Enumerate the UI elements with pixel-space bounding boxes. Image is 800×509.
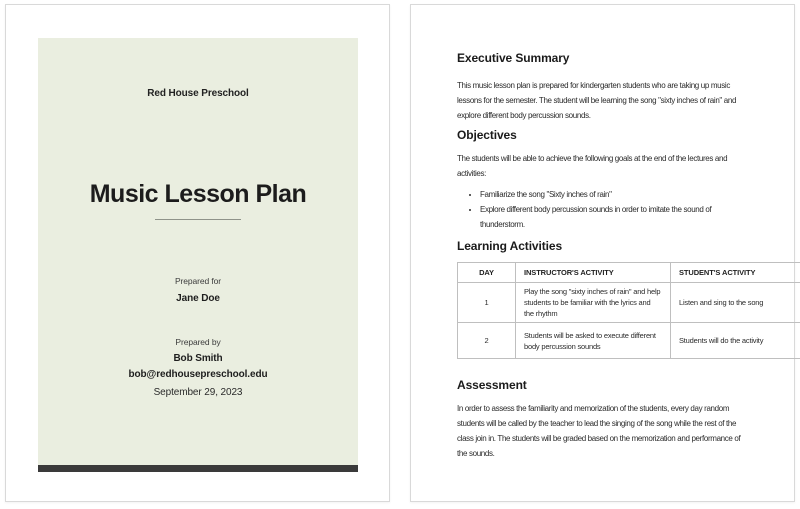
table-header-day: DAY bbox=[458, 263, 516, 283]
table-row bbox=[458, 323, 800, 359]
section-heading-objectives: Objectives bbox=[457, 128, 517, 142]
table-cell-student-activity: Listen and sing to the song bbox=[671, 283, 800, 323]
objective-item: • Explore different body percussion sounds in order to imitate the sound of thunderstorm. bbox=[480, 202, 748, 232]
cover-accent-bar bbox=[38, 465, 358, 472]
assessment-text: In order to assess the familiarity and memorization of the students, every day random students will be called by the teacher to lead the singing of the song while the rest of the class join in. The students will be graded based on the memorization and performance of the sounds. bbox=[457, 404, 741, 458]
objectives-list bbox=[457, 187, 748, 232]
table-cell-student-activity: Students will do the activity bbox=[671, 323, 800, 359]
prepared-for-name: Jane Doe bbox=[176, 293, 220, 304]
title-divider bbox=[155, 219, 241, 220]
table-cell-day: 1 bbox=[458, 283, 516, 323]
table-cell-instructor-activity: Play the song "sixty inches of rain" and help students to be familiar with the lyrics and the rhythm bbox=[516, 283, 671, 323]
section-heading-executive-summary: Executive Summary bbox=[457, 51, 570, 65]
cover-background bbox=[38, 38, 358, 465]
cover-page bbox=[5, 4, 390, 502]
cover-date: September 29, 2023 bbox=[153, 387, 243, 398]
table-header-instructor-activity: INSTRUCTOR'S ACTIVITY bbox=[516, 263, 671, 283]
document-title: Music Lesson Plan bbox=[89, 180, 307, 208]
table-header-row bbox=[458, 263, 800, 283]
objective-item: • Familiarize the song "Sixty inches of rain" bbox=[480, 187, 748, 202]
school-name: Red House Preschool bbox=[147, 88, 249, 99]
prepared-for-label: Prepared for bbox=[174, 276, 222, 286]
executive-summary-text: This music lesson plan is prepared for kindergarten students who are taking up music lessons for the semester. The student will be learning the song "sixty inches of rain" and explore different body percussion sounds. bbox=[457, 81, 737, 120]
table-header-student-activity: STUDENT'S ACTIVITY bbox=[671, 263, 800, 283]
content-page bbox=[410, 4, 795, 502]
section-heading-learning-activities: Learning Activities bbox=[457, 239, 563, 253]
learning-activities-table bbox=[457, 262, 800, 359]
section-heading-assessment: Assessment bbox=[457, 378, 527, 392]
prepared-by-name: Bob Smith bbox=[173, 353, 223, 364]
objectives-intro-text: The students will be able to achieve the following goals at the end of the lectures and activities: bbox=[457, 154, 728, 178]
table-cell-instructor-activity: Students will be asked to execute different body percussion sounds bbox=[516, 323, 671, 359]
table-cell-day: 2 bbox=[458, 323, 516, 359]
prepared-by-label: Prepared by bbox=[175, 337, 221, 347]
table-row bbox=[458, 283, 800, 323]
prepared-by-email: bob@redhousepreschool.edu bbox=[128, 369, 268, 380]
